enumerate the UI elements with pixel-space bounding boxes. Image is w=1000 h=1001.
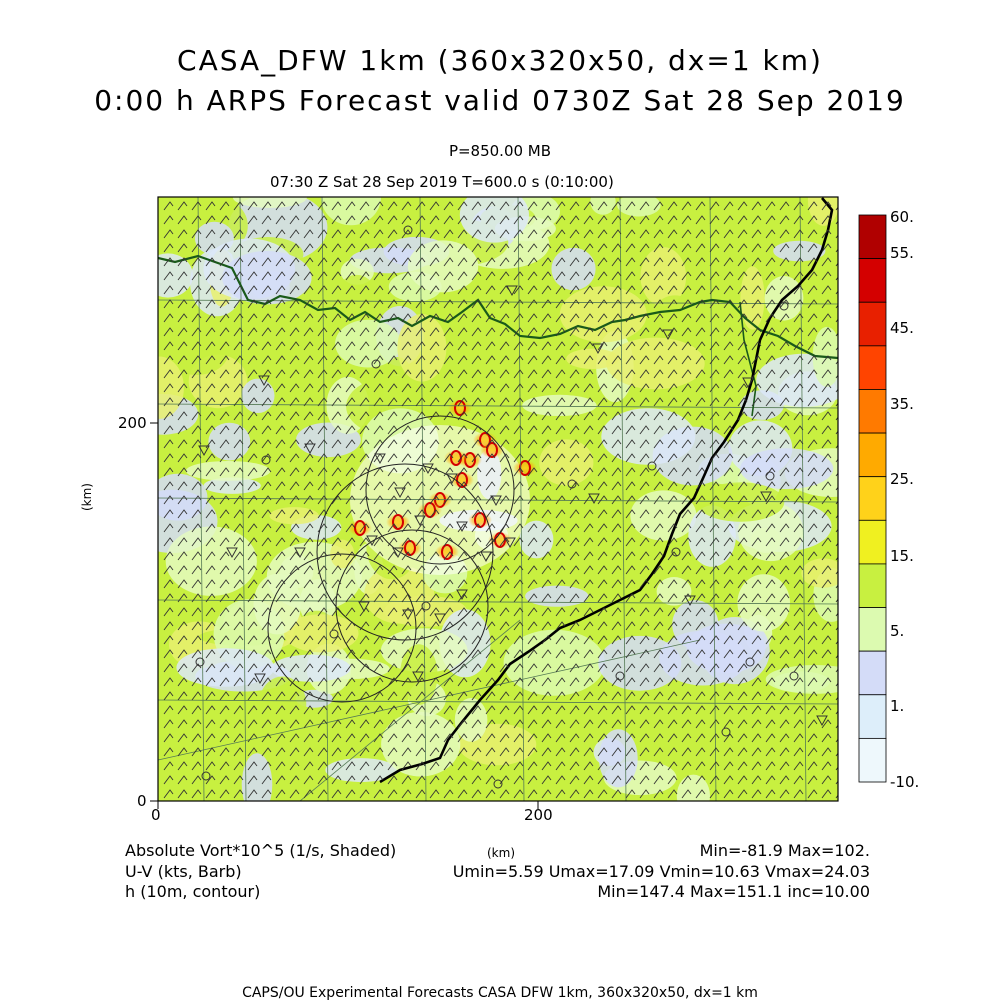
shade-blob (590, 189, 615, 215)
shade-blob (657, 577, 692, 606)
colorbar-swatch (859, 215, 886, 259)
colorbar-swatch (859, 302, 886, 346)
shade-blob (801, 558, 845, 587)
colorbar-label: 35. (890, 395, 914, 413)
x-axis-label: (km) (487, 846, 516, 860)
colorbar-swatch (859, 433, 886, 477)
y-axis-label: (km) (80, 482, 95, 512)
colorbar-swatch (859, 738, 886, 782)
y-tick-label-0: 0 (137, 792, 147, 810)
storm-cell (444, 450, 468, 466)
colorbar-label: 60. (890, 208, 914, 226)
colorbar-swatch (859, 259, 886, 303)
colorbar-label: 15. (890, 547, 914, 565)
shade-blob (601, 408, 695, 465)
plot-title-line2: 0:00 h ARPS Forecast valid 0730Z Sat 28 Sep 2019 (94, 84, 906, 117)
colorbar-label: 45. (890, 319, 914, 337)
colorbar-swatch (859, 564, 886, 608)
shade-blob (598, 636, 681, 691)
x-tick-label-0: 0 (151, 806, 161, 824)
shade-blob (455, 698, 488, 742)
legend-stats-wind: Umin=5.59 Umax=17.09 Vmin=10.63 Vmax=24.03 (452, 862, 870, 881)
legend-field-vorticity: Absolute Vort*10^5 (1/s, Shaded) (125, 841, 397, 860)
shade-blob (551, 248, 595, 291)
y-tick-label-200: 200 (118, 414, 147, 432)
shade-blob (599, 729, 638, 787)
storm-cell (480, 442, 504, 458)
colorbar (859, 215, 886, 782)
colorbar-label: 5. (890, 622, 905, 640)
legend-stats-height: Min=147.4 Max=151.1 inc=10.00 (597, 882, 870, 901)
shade-blob (525, 586, 588, 607)
shade-blob (176, 648, 274, 687)
shade-blob (208, 423, 250, 461)
colorbar-label: 25. (890, 470, 914, 488)
colorbar-swatch (859, 346, 886, 390)
shade-blob (242, 379, 275, 413)
colorbar-label: 1. (890, 697, 905, 715)
storm-cell (513, 460, 537, 476)
colorbar-swatch (859, 695, 886, 739)
legend-field-wind: U-V (kts, Barb) (125, 862, 242, 881)
colorbar-label: 55. (890, 244, 914, 262)
storm-cell (348, 520, 372, 536)
valid-time: 07:30 Z Sat 28 Sep 2019 T=600.0 s (0:10:00) (270, 173, 614, 191)
legend-field-height: h (10m, contour) (125, 882, 261, 901)
colorbar-swatch (859, 477, 886, 521)
shade-blob (677, 775, 710, 817)
colorbar-swatch (859, 608, 886, 652)
colorbar-swatch (859, 520, 886, 564)
shade-blob (697, 482, 785, 521)
shade-blob (135, 357, 184, 419)
plot-title-line1: CASA_DFW 1km (360x320x50, dx=1 km) (177, 44, 823, 77)
storm-cell (435, 544, 459, 560)
shade-blob (270, 507, 319, 524)
shade-blob (339, 275, 374, 308)
footer-credit: CAPS/OU Experimental Forecasts CASA DFW 1km, 360x320x50, dx=1 km (242, 985, 758, 1001)
legend-stats-vorticity: Min=-81.9 Max=102. (699, 841, 870, 860)
pressure-level: P=850.00 MB (448, 142, 552, 160)
shade-blob (504, 630, 605, 696)
colorbar-swatch (859, 651, 886, 695)
colorbar-swatch (859, 389, 886, 433)
x-tick-label-200: 200 (524, 806, 553, 824)
colorbar-label: -10. (890, 773, 920, 791)
